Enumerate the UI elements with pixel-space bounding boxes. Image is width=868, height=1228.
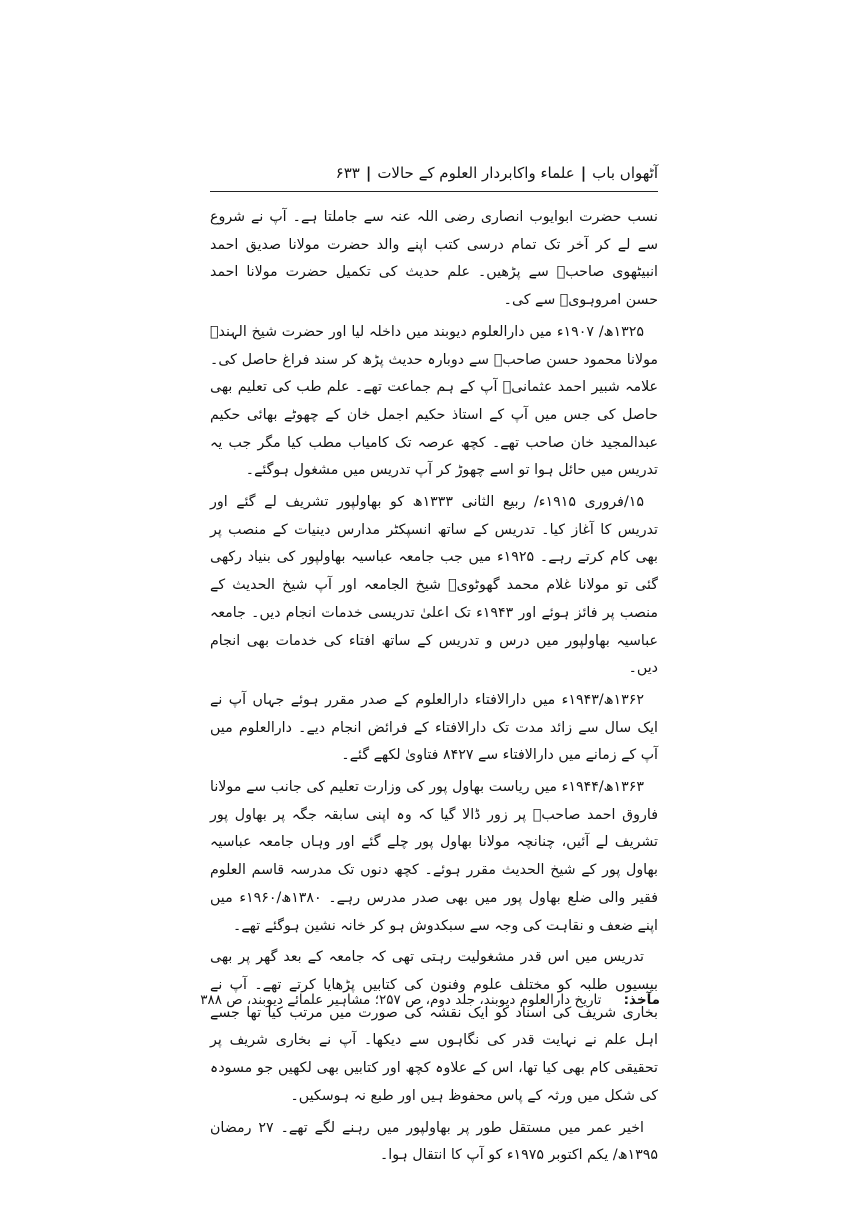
source-note	[200, 988, 660, 1012]
running-header	[210, 158, 658, 188]
paragraph: نسب حضرت ابوایوب انصاری رضی اللہ عنہ سے جاملتا ہے۔ آپ نے شروع سے لے کر آخر تک تمام درسی کتب اپنے والد حضرت مولانا صدیق احمد انبیٹھوی صاحبؒ سے پڑھیں۔ علم حدیث کی تکمیل حضرت مولانا احمد حسن امروہویؒ سے کی۔	[210, 209, 658, 309]
source-text: تاریخ دارالعلوم دیوبند، جلد دوم، ص ۲۵۷؛ مشاہیر علمائے دیوبند، ص ۳۸۸	[200, 992, 602, 1008]
body-text	[210, 204, 658, 1174]
source-label: مآخذ:	[623, 992, 660, 1008]
paragraph: ۱۳۶۳ھ/۱۹۴۴ء میں ریاست بھاول پور کی وزارت تعلیم کی جانب سے مولانا فاروق احمد صاحبؒ پر زور ڈالا گیا کہ وہ اپنی سابقہ جگہ پر بھاول پور تشریف لے آئیں، چنانچہ مولانا بھاول پور چلے گئے اور وہاں جامعہ عباسیہ بھاول پور کے شیخ الحدیث مقرر ہوئے۔ کچھ دنوں تک مدرسہ قاسم العلوم فقیر والی ضلع بھاول پور میں بھی صدر مدرس رہے۔ ۱۳۸۰ھ/۱۹۶۰ء میں اپنے ضعف و نقاہت کی وجہ سے سبکدوش ہو کر خانہ نشین ہوگئے تھے۔	[210, 779, 658, 934]
paragraph: اخیر عمر میں مستقل طور پر بھاولپور میں رہنے لگے تھے۔ ۲۷ رمضان ۱۳۹۵ھ/ یکم اکتوبر ۱۹۷۵ء کو آپ کا انتقال ہوا۔	[210, 1119, 658, 1164]
chapter-title: آٹھواں باب	[592, 164, 658, 182]
paragraph: تدریس میں اس قدر مشغولیت رہتی تھی کہ جامعہ کے بعد گھر پر بھی بیسیوں طلبہ کو مختلف علوم وفنون کی کتابیں پڑھایا کرتے تھے۔ آپ نے بخاری شریف کی اسناد کو ایک نقشہ کی صورت میں مرتب کیا تھا جسے اہل علم نے نہایت قدر کی نگاہوں سے دیکھا۔ آپ نے بخاری شریف پر تحقیقی کام بھی کیا تھا، اس کے علاوہ کچھ اور کتابیں بھی لکھیں جو مسودہ کی شکل میں ورثہ کے پاس محفوظ ہیں اور طبع نہ ہوسکیں۔	[210, 949, 658, 1104]
header-rule	[210, 191, 658, 192]
page-number: ۶۳۳	[335, 164, 360, 182]
header-separator: |	[580, 164, 587, 182]
paragraph: ۱۳۶۲ھ/۱۹۴۳ء میں دارالافتاء دارالعلوم کے صدر مقرر ہوئے جہاں آپ نے ایک سال سے زائد مدت تک دارالافتاء کے فرائض انجام دیے۔ دارالعلوم میں آپ کے زمانے میں دارالافتاء سے ۸۴۲۷ فتاویٰ لکھے گئے۔	[210, 691, 658, 764]
section-title: علماء واکابردار العلوم کے حالات	[377, 164, 575, 182]
paragraph: ۱۵/فروری ۱۹۱۵ء/ ربیع الثانی ۱۳۳۳ھ کو بھاولپور تشریف لے گئے اور تدریس کا آغاز کیا۔ تدریس کے ساتھ انسپکٹر مدارس دینیات کے منصب پر بھی کام کرتے رہے۔ ۱۹۲۵ء میں جب جامعہ عباسیہ بھاولپور کی بنیاد رکھی گئی تو مولانا غلام محمد گھوٹویؒ شیخ الجامعہ اور آپ شیخ الحدیث کے منصب پر فائز ہوئے اور ۱۹۴۳ء تک اعلیٰ تدریسی خدمات انجام دیں۔ جامعہ عباسیہ بھاولپور میں درس و تدریس کے ساتھ افتاء کی خدمات بھی انجام دیں۔	[210, 494, 658, 677]
paragraph: ۱۳۲۵ھ/ ۱۹۰۷ء میں دارالعلوم دیوبند میں داخلہ لیا اور حضرت شیخ الہندؒ مولانا محمود حسن صاحبؒ سے دوبارہ حدیث پڑھ کر سند فراغ حاصل کی۔ علامہ شبیر احمد عثمانیؒ آپ کے ہم جماعت تھے۔ علم طب کی تعلیم بھی حاصل کی جس میں آپ کے استاذ حکیم اجمل خان کے چھوٹے بھائی حکیم عبدالمجید خان صاحب تھے۔ کچھ عرصہ تک کامیاب مطب کیا مگر جب یہ تدریس میں حائل ہوا تو اسے چھوڑ کر آپ تدریس میں مشغول ہوگئے۔	[210, 323, 658, 479]
header-separator: |	[365, 164, 372, 182]
